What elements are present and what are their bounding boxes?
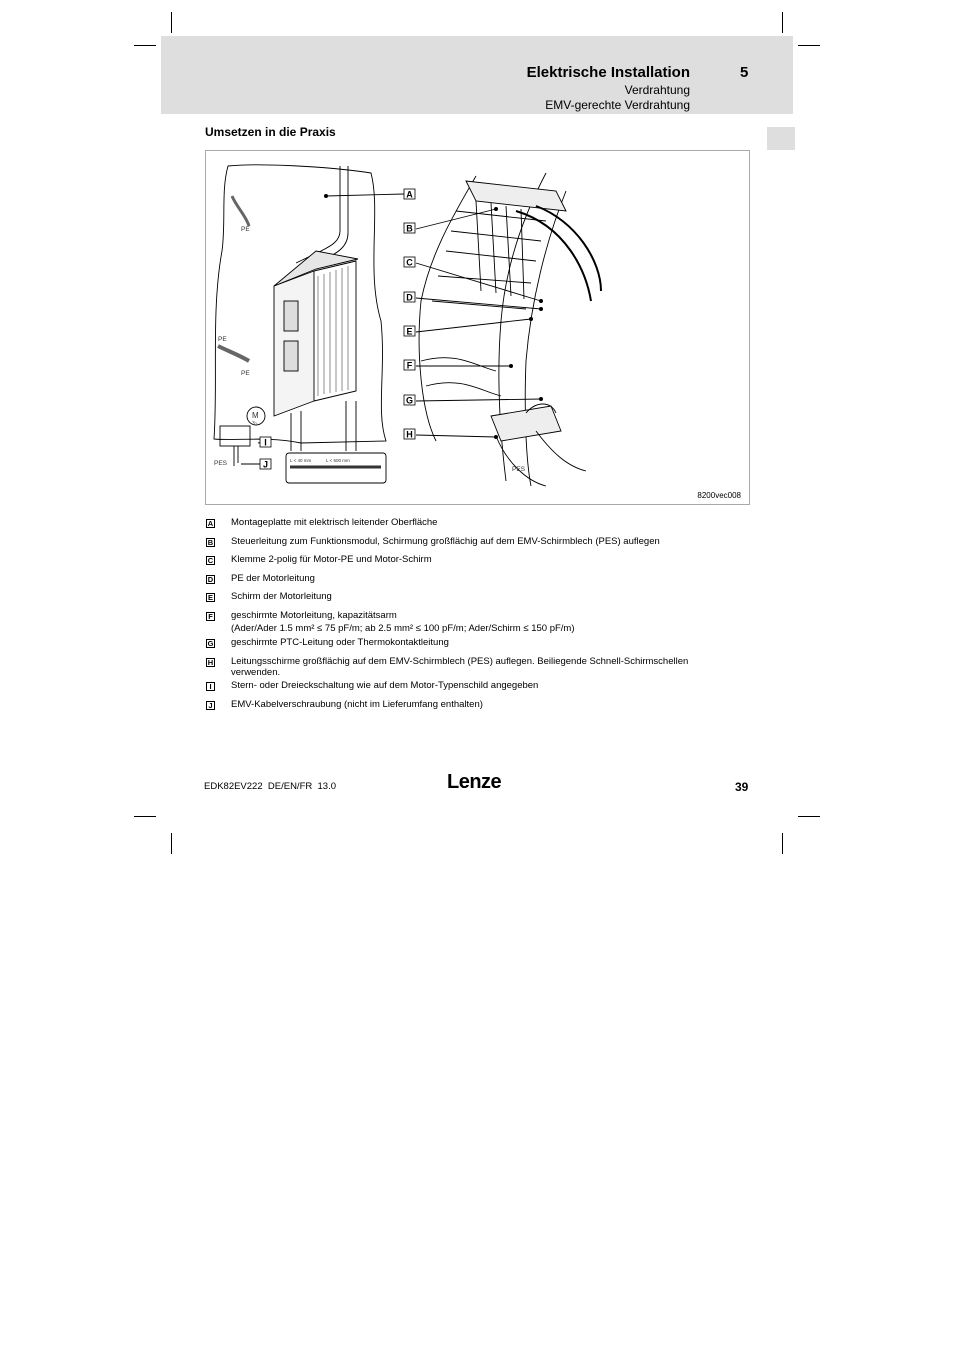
svg-text:C: C: [406, 257, 413, 268]
legend-item: [206, 637, 746, 656]
callout-e: [404, 326, 415, 337]
svg-text:A: A: [406, 189, 413, 200]
crop-mark: [798, 45, 820, 46]
callout-a: [404, 189, 415, 200]
legend-text: Stern- oder Dreieckschaltung wie auf dem Motor-Typenschild angegeben: [231, 680, 539, 691]
svg-text:B: B: [406, 223, 413, 234]
legend-text: verwenden.: [231, 667, 281, 678]
figure-legend: [206, 517, 746, 718]
legend-item: [206, 699, 746, 718]
crop-mark: [134, 816, 156, 817]
lenze-logo: Lenze: [447, 771, 502, 793]
legend-key: C: [207, 556, 214, 565]
legend-key: J: [206, 701, 215, 710]
legend-text: EMV-Kabelverschraubung (nicht im Lieferumfang enthalten): [231, 699, 483, 710]
crop-mark: [782, 833, 783, 854]
legend-text: (Ader/Ader 1.5 mm² ≤ 75 pF/m; ab 2.5 mm² ≤ 100 pF/m; Ader/Schirm ≤ 150 pF/m): [231, 623, 575, 634]
callout-h: [404, 429, 415, 440]
legend-text: Schirm der Motorleitung: [231, 591, 332, 602]
legend-key: H: [207, 658, 214, 667]
legend-text: Leitungsschirme großflächig auf dem EMV-Schirmblech (PES) auflegen. Beiliegende Schnell-Schirmschellen: [231, 656, 689, 667]
crop-mark: [171, 12, 172, 33]
callout-g: [404, 395, 415, 406]
chapter-tab: [767, 127, 795, 150]
callout-j: [260, 459, 271, 470]
legend-text: Steuerleitung zum Funktionsmodul, Schirmung großflächig auf dem EMV-Schirmblech (PES) auflegen: [231, 536, 660, 547]
crop-mark: [134, 45, 156, 46]
legend-key: A: [207, 519, 214, 528]
legend-key: G: [207, 639, 214, 648]
pes-label: PES: [214, 460, 228, 467]
motor-phase-label: 3~: [252, 421, 258, 427]
legend-text: PE der Motorleitung: [231, 573, 315, 584]
length-label: L < 500 mm: [326, 458, 350, 463]
pe-label: PE: [241, 370, 250, 377]
legend-item: [206, 573, 746, 591]
svg-text:H: H: [406, 429, 413, 440]
callout-c: [404, 257, 415, 268]
legend-item: [206, 610, 746, 637]
page-number: 39: [735, 780, 749, 794]
legend-item: [206, 656, 746, 680]
callout-d: [404, 292, 415, 303]
installation-figure: [205, 150, 750, 505]
crop-mark: [782, 12, 783, 33]
svg-text:F: F: [406, 360, 413, 371]
pes-label: PES: [512, 466, 526, 473]
svg-text:I: I: [264, 437, 267, 448]
legend-text: Montageplatte mit elektrisch leitender Oberfläche: [231, 517, 438, 528]
legend-key: E: [207, 593, 213, 602]
svg-text:J: J: [262, 459, 269, 470]
page-subtitle: EMV-gerechte Verdrahtung: [545, 98, 690, 112]
legend-key: F: [206, 612, 215, 621]
wiring-diagram: [206, 151, 749, 504]
header-band: [161, 36, 793, 114]
figure-code: 8200vec008: [697, 491, 741, 500]
chapter-number: 5: [740, 64, 749, 81]
page-subtitle: Verdrahtung: [624, 83, 690, 97]
legend-item: [206, 536, 746, 554]
length-label: L < 40 mm: [290, 458, 312, 463]
pe-label: PE: [218, 336, 227, 343]
legend-text: Klemme 2-polig für Motor-PE und Motor-Schirm: [231, 554, 432, 565]
motor-label: M: [252, 411, 259, 420]
section-title: Umsetzen in die Praxis: [205, 125, 336, 139]
crop-mark: [798, 816, 820, 817]
callout-b: [404, 223, 415, 234]
pe-label: PE: [241, 226, 250, 233]
legend-key: I: [206, 682, 215, 691]
legend-item: [206, 680, 746, 699]
svg-text:E: E: [406, 326, 413, 337]
document-id: EDK82EV222 DE/EN/FR 13.0: [204, 781, 337, 792]
legend-item: [206, 591, 746, 610]
legend-item: [206, 554, 746, 573]
legend-text: geschirmte Motorleitung, kapazitätsarm: [231, 610, 397, 621]
legend-key: B: [207, 538, 214, 547]
callout-f: [404, 360, 415, 371]
page-title: Elektrische Installation: [526, 64, 690, 81]
svg-text:G: G: [405, 395, 414, 406]
legend-key: D: [207, 575, 214, 584]
crop-mark: [171, 833, 172, 854]
svg-text:D: D: [406, 292, 413, 303]
callout-i: [260, 437, 271, 448]
legend-text: geschirmte PTC-Leitung oder Thermokontaktleitung: [231, 637, 449, 648]
legend-item: [206, 517, 746, 536]
